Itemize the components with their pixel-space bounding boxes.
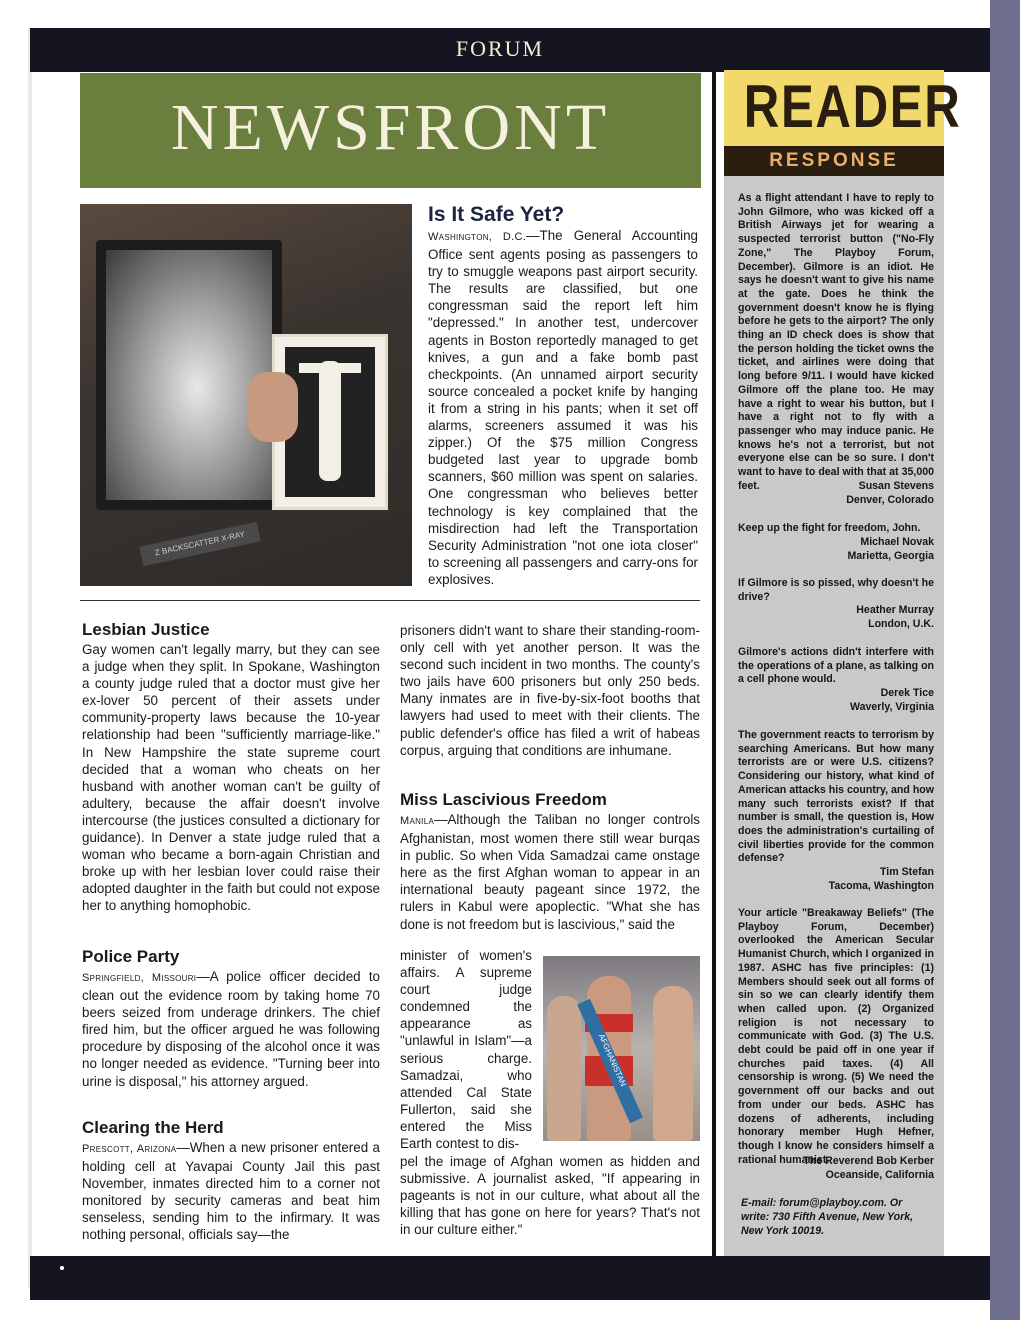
dateline: Prescott, Arizona [82, 1143, 177, 1155]
monitor-screen [96, 240, 282, 510]
xray-scanner-photo [80, 204, 412, 586]
headline-herd: Clearing the Herd [82, 1118, 224, 1137]
letter-2-place: Marietta, Georgia [847, 550, 934, 562]
letter-4-name: Derek Tice [880, 687, 934, 699]
dateline: Washington, D.C. [428, 231, 527, 243]
article-miss-tail: pel the image of Afghan women as hidden and submissive. A journalist asked, "If appearing in pageants is not in our culture, what about all the killing that has gone on here for years? That's not in our culture either." [400, 1154, 700, 1238]
pageant-photo [543, 956, 700, 1141]
letter-3: If Gilmore is so pissed, why doesn't he drive? [738, 577, 934, 603]
hand [248, 372, 298, 442]
letter-1-place: Denver, Colorado [846, 494, 934, 506]
section-rule [80, 600, 700, 601]
contact-info: E-mail: forum@playboy.com. Or write: 730 Fifth Avenue, New York, New York 10019. [741, 1197, 914, 1237]
article-herd-body: Prescott, Arizona—When a new prisoner entered a holding cell at Yavapai County Jail this past November, inmates directed him to a corner not monitored by security cameras and beat him senseless, sending him to the infirmary. It was nothing personal, officials say—the [82, 1140, 380, 1243]
page-background-strip [990, 0, 1020, 1320]
headline-lesbian: Lesbian Justice [82, 620, 210, 639]
letter-5-place: Tacoma, Washington [828, 880, 934, 892]
letter-6-place: Oceanside, California [825, 1169, 934, 1181]
page-title: NEWSFRONT [170, 91, 611, 164]
article-lesbian-body: Gay women can't legally marry, but they can see a judge when they split. In Spokane, Washington a county judge ruled that a doctor must give her ex-lover 50 percent of their assets under community-property laws because the 10-year relationship had been "sufficiently marriage-like." In New Hampshire the state supreme court decided that a woman who cheats on her husband with another woman can't be guilty of adultery, because the affair doesn't involve intercourse (the justices consulted a dictionary for guidance). In Denver a state judge ruled that a woman who became a born-again Christian and broke up with her lesbian lover could raise their adopted daughter in the faith but could not expose her to anything homophobic. [82, 642, 380, 914]
letter-5: The government reacts to terrorism by searching Americans. But how many terrorists are or were U.S. citizens? Considering our history, what kind of American attacks his country, and how many such terrorists exist? If that number is small, the question is, How does the administration's curtailing of civil liberties provide for the common defense? [738, 729, 934, 865]
article-police-body: Springfield, Missouri—A police officer decided to clean out the evidence room by taking home 70 beers seized from underage drinkers. The chief fired him, but the officer argued he was following procedure by disposing of the alcohol once it was no longer needed as evidence. "Turning beer into urine is disposal," his attorney argued. [82, 969, 380, 1089]
sash: AFGHANISTAN [577, 999, 643, 1123]
letter-2: Keep up the fight for freedom, John. [738, 522, 921, 534]
bottom-bar [30, 1256, 990, 1300]
headline-police: Police Party [82, 947, 180, 966]
article-herd-continued: prisoners didn't want to share their standing-room-only cell with yet another person. It was the second such incident in two months. The county's two jails have 600 prisoners but only 250 beds. Many inmates are in five-by-six-foot booths that lawyers had used to meet with their clients. The public defender's office has filed a writ of habeas corpus, arguing that conditions are inhumane. [400, 623, 700, 758]
page-mark [60, 1266, 64, 1270]
response-title: RESPONSE [769, 150, 899, 171]
column-divider [712, 72, 716, 1256]
letter-3-place: London, U.K. [868, 618, 934, 630]
headline-miss: Miss Lascivious Freedom [400, 790, 607, 809]
letter-6: Your article "Breakaway Beliefs" (The Playboy Forum, December) overlooked the American Secular Humanist Church, which I organized in 1987. ASHC has five principles: (1) Members should seek out all forms of sin so we can clearly identify them when called upon. (2) Organized religion is not necessary to communicate with God. (3) The U.S. debt could be paid off in one year if churches paid taxes. (4) All censorship is wrong. (5) We need the government off our backs and out from under our beds. ASHC has dozens of adherents, including honorary member Hugh Hefner, though I know he considers himself a rational humanist. [738, 907, 934, 1166]
letter-4-place: Waverly, Virginia [850, 701, 934, 713]
letter-3-name: Heather Murray [856, 604, 934, 616]
headline-safe: Is It Safe Yet? [428, 203, 565, 226]
letter-1-name: Susan Stevens [858, 480, 934, 492]
article-miss-wrap: minister of women's affairs. A supreme court judge condemned the appearance as "unlawful in Islam"—a serious charge. Samadzai, who attended Cal State Fullerton, said she entered the Miss Earth contest to dis- [400, 948, 532, 1152]
scanner-label: Z BACKSCATTER X-RAY [139, 522, 261, 567]
reader-title: READER [743, 73, 962, 140]
section-label: FORUM [455, 36, 545, 61]
letter-2-name: Michael Novak [860, 536, 934, 548]
dateline: Manila [400, 815, 435, 827]
letter-5-name: Tim Stefan [880, 866, 934, 878]
dateline: Springfield, Missouri [82, 972, 197, 984]
article-safe-body: Washington, D.C.—The General Accounting Office sent agents posing as passengers to try to smuggle weapons past airport security. The results are classified, but one congressman said the report left him "depressed." In another test, undercover agents in Boston reportedly managed to get knives, a gun and a fake bomb past checkpoints. (An unnamed airport security source concealed a pocket knife by hanging it from a string in his pants; when it set off alarms, screeners assumed it was his zipper.) Of the $75 million Congress budgeted last year to upgrade bomb scanners, $60 million was spent on salaries. One congressman who believes better technology is key complained that the misdirection had left the Transportation Security Administration "not one iota closer" to screening all passengers and carry-ons for explosives. [428, 228, 698, 587]
letter-4: Gilmore's actions didn't interfere with the operations of a plane, as talking on a cell phone would. [738, 646, 935, 686]
letter-6-name: The Reverend Bob Kerber [803, 1155, 934, 1167]
letter-1: As a flight attendant I have to reply to John Gilmore, who was kicked off a British Airways jet for wearing a suspected terrorist button ("No-Fly Zone," The Playboy Forum, December). Gilmore is an idiot. He says he doesn't want to give his name at the gate. Does he think the government doesn't know he is flying before he gets to the airport? The only thing an ID check does is show that the person holding the ticket owns the ticket, and airlines were doing that long before 9/11. I would have kicked Gilmore off the plane too. He may have a right to wear his button, but I have a right not to fly with a passenger who may induce panic. He knows he's not a terrorist, but not everyone else can be so sure. I don't want to have to deal with that at 35,000 feet. [738, 192, 934, 492]
page-edge [28, 28, 32, 1288]
article-miss-body: Manila—Although the Taliban no longer controls Afghanistan, most women there still wear burqas in public. So when Vida Samadzai came onstage here as the first Afghan woman to appear in an international beauty pageant since 1972, the rulers in Kabul were apoplectic. "What she has done is not freedom but is lascivious," said the [400, 812, 700, 932]
